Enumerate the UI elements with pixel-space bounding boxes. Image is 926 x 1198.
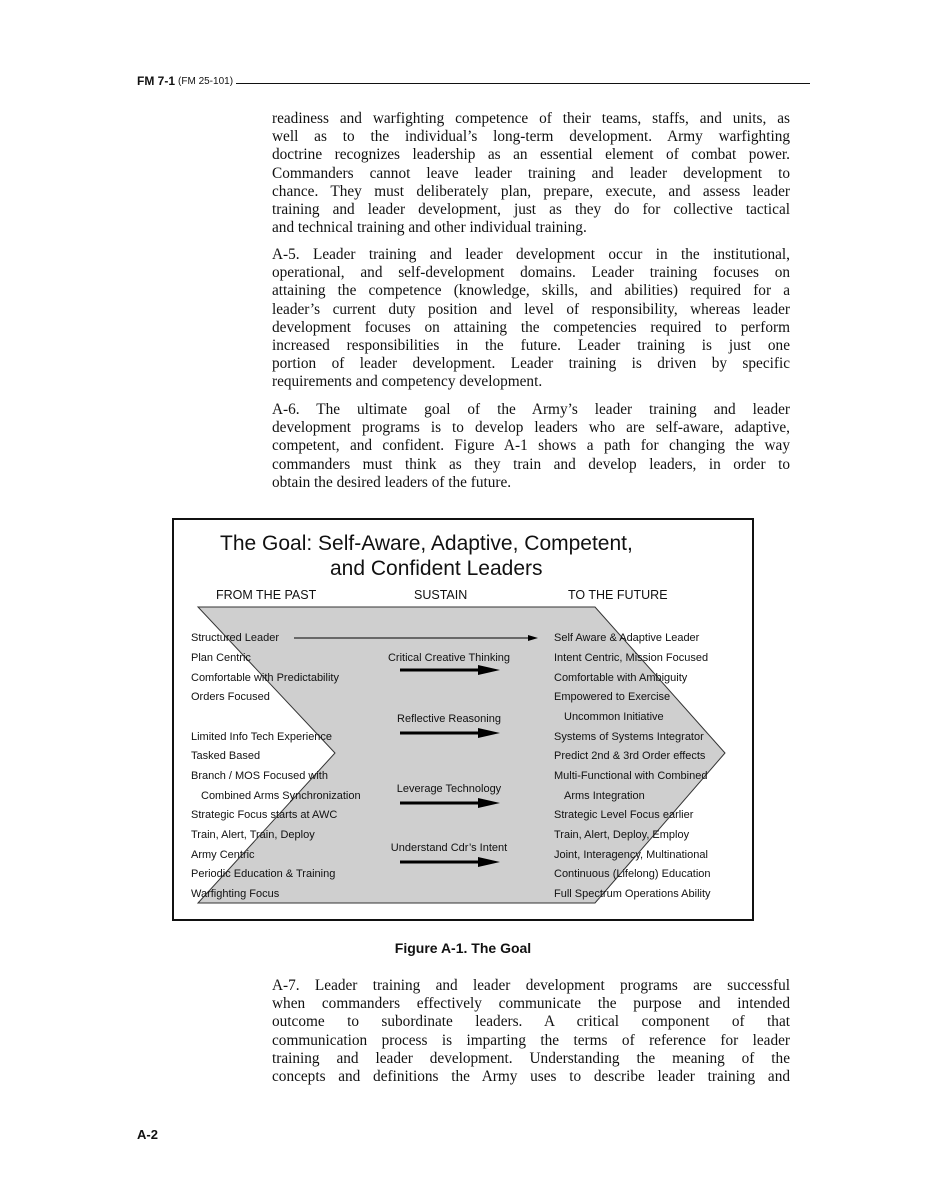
past-item: Branch / MOS Focused with <box>191 770 328 782</box>
future-item: Strategic Level Focus earlier <box>554 809 694 821</box>
sustain-item: Understand Cdr’s Intent <box>390 842 508 854</box>
text-line: A-7. Leader training and leader development programs are successful <box>272 977 790 994</box>
future-item: Intent Centric, Mission Focused <box>554 652 709 664</box>
text-line: operational, and self-development domains. Leader training focuses on <box>272 264 790 282</box>
sustain-item: Leverage Technology <box>396 783 502 795</box>
past-item: Orders Focused <box>191 691 270 703</box>
page-number: A-2 <box>137 1127 158 1142</box>
text-line: development programs is to develop leaders who are self-aware, adaptive, <box>272 419 790 437</box>
text-line: chance. They must deliberately plan, prepare, execute, and assess leader <box>272 182 790 200</box>
past-item: Combined Arms Synchronization <box>201 790 361 802</box>
text-line: development focuses on attaining the competencies required to perform <box>272 318 790 336</box>
future-item: Empowered to Exercise <box>554 691 671 703</box>
past-item: Warfighting Focus <box>191 888 280 900</box>
column-header-future: TO THE FUTURE <box>568 588 668 602</box>
future-item: Train, Alert, Deploy, Employ <box>554 829 690 841</box>
figure-title-line2: and Confident Leaders <box>330 557 543 580</box>
text-line: increased responsibilities in the future. Leader training is just one <box>272 336 790 354</box>
past-item: Train, Alert, Train, Deploy <box>191 829 315 841</box>
future-item: Arms Integration <box>564 790 645 802</box>
text-line: training and leader development. Understanding the meaning of the <box>272 1049 790 1067</box>
figure-caption: Figure A-1. The Goal <box>394 940 532 956</box>
text-line: attaining the competence (knowledge, skills, and abilities) required for a <box>272 282 790 300</box>
past-item: Comfortable with Predictability <box>191 672 339 684</box>
text-line: and technical training and other individual training. <box>272 219 587 237</box>
future-item: Self Aware & Adaptive Leader <box>554 632 700 644</box>
header-rule <box>236 83 810 84</box>
sustain-item: Reflective Reasoning <box>397 713 501 725</box>
text-line: commanders must think as they train and develop leaders, in order to <box>272 455 790 473</box>
text-line: portion of leader development. Leader training is driven by specific <box>272 355 790 373</box>
future-item: Comfortable with Ambiguity <box>554 672 688 684</box>
column-header-past: FROM THE PAST <box>216 588 317 602</box>
past-item: Strategic Focus starts at AWC <box>191 809 338 821</box>
text-line: concepts and definitions the Army uses to describe leader training and <box>272 1067 790 1085</box>
past-item: Plan Centric <box>191 652 251 664</box>
text-line: Commanders cannot leave leader training and leader development to <box>272 164 790 182</box>
figure-a1 <box>172 518 754 921</box>
future-item: Joint, Interagency, Multinational <box>554 849 708 861</box>
text-line: outcome to subordinate leaders. A critical component of that <box>272 1013 790 1031</box>
paragraph-continued <box>272 110 790 237</box>
text-line: A-6. The ultimate goal of the Army’s leader training and leader <box>272 401 790 418</box>
past-item: Army Centric <box>191 849 255 861</box>
text-line: competent, and confident. Figure A-1 shows a path for changing the way <box>272 437 790 455</box>
text-line: requirements and competency development. <box>272 373 543 391</box>
future-item: Full Spectrum Operations Ability <box>554 888 711 900</box>
future-item: Uncommon Initiative <box>564 711 664 723</box>
text-line: doctrine recognizes leadership as an essential element of combat power. <box>272 146 790 164</box>
doc-alt-id: (FM 25-101) <box>178 75 234 87</box>
past-item: Structured Leader <box>191 632 280 644</box>
paragraph-a7 <box>272 977 790 1086</box>
text-line: A-5. Leader training and leader development occur in the institutional, <box>272 246 790 263</box>
text-line: readiness and warfighting competence of their teams, staffs, and units, as <box>272 110 790 127</box>
paragraph-a6 <box>272 401 790 492</box>
figure-title-line1: The Goal: Self-Aware, Adaptive, Competent, <box>220 532 633 555</box>
future-item: Predict 2nd & 3rd Order effects <box>554 750 706 762</box>
text-line: communication process is imparting the terms of reference for leader <box>272 1031 790 1049</box>
future-item: Continuous (Lifelong) Education <box>554 868 711 880</box>
paragraph-a5 <box>272 246 790 392</box>
column-header-sustain: SUSTAIN <box>414 588 468 602</box>
past-item: Tasked Based <box>191 750 261 762</box>
doc-id: FM 7-1 <box>137 74 176 88</box>
past-item: Periodic Education & Training <box>191 868 336 880</box>
future-item: Systems of Systems Integrator <box>554 731 704 743</box>
running-header <box>137 73 810 89</box>
past-item: Limited Info Tech Experience <box>191 731 333 743</box>
text-line: leader’s current duty position and level of responsibility, whereas leader <box>272 300 790 318</box>
sustain-item: Critical Creative Thinking <box>387 652 511 664</box>
future-item: Multi-Functional with Combined <box>554 770 708 782</box>
text-line: obtain the desired leaders of the future. <box>272 473 512 491</box>
text-line: training and leader development, just as they do for collective tactical <box>272 200 790 218</box>
text-line: when commanders effectively communicate the purpose and intended <box>272 995 790 1013</box>
text-line: well as to the individual’s long-term development. Army warfighting <box>272 128 790 146</box>
